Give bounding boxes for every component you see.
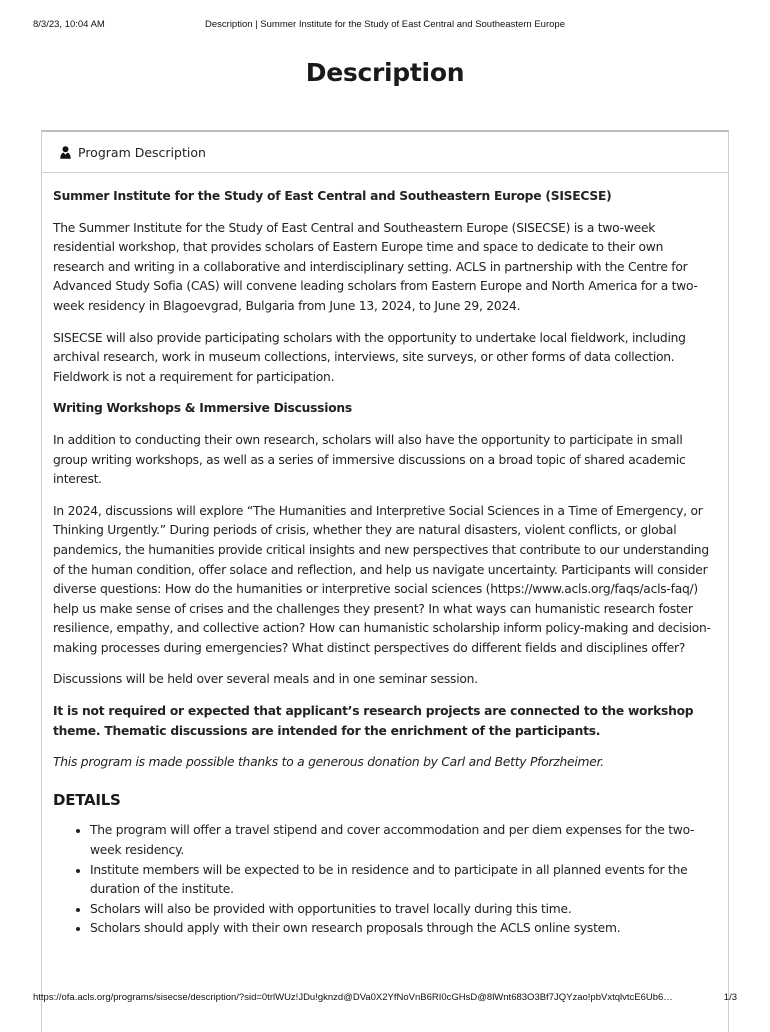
details-item: • The program will offer a travel stipend and cover accommodation and per diem expenses for the two-week residency. — [90, 821, 717, 860]
user-icon — [60, 146, 71, 159]
paragraph-overview: The Summer Institute for the Study of East Central and Southeastern Europe (SISECSE) is a two-week residential workshop, that provides scholars of Eastern Europe time and space to dedicate to their own research and writing in a collaborative and interdisciplinary setting. ACLS in partnership with the Centre for Advanced Study Sofia (CAS) will convene leading scholars from Eastern Europe and North America for a two-week residency in Blagoevgrad, Bulgaria from June 13, 2024, to June 29, 2024. — [53, 220, 698, 313]
page-title: Description — [305, 58, 465, 87]
print-datetime: 8/3/23, 10:04 AM — [33, 19, 105, 30]
paragraph-theme-note: It is not required or expected that applicant’s research projects are connected to the workshop theme. Thematic discussions are intended for the enrichment of the participants. — [53, 704, 694, 738]
paragraph-discussions: In 2024, discussions will explore “The Humanities and Interpretive Social Sciences in a Time of Emergency, or Thinking Urgently.” During periods of crisis, whether they are natural disasters, violent conflicts, or global pandemics, the humanities provide critical insights and new perspectives that contribute to our understanding of the human condition, offer solace and reflection, and help us navigate uncertainty. Participants will consider diverse questions: How do the humanities or interpretive social sciences (https://www.acls.org/faqs/acls-faq/) help us make sense of crises and the challenges they present? In what ways can humanistic research foster resilience, empathy, and collective action? How can humanistic scholarship inform policy-making and decision-making processes during emergencies? What distinct perspectives do different fields and disciplines offer? — [53, 503, 711, 655]
paragraph-donation: This program is made possible thanks to a generous donation by Carl and Betty Pforzheimer. — [53, 755, 604, 770]
paragraph-meals: Discussions will be held over several meals and in one seminar session. — [53, 672, 478, 687]
page-counter: 1/3 — [723, 992, 737, 1003]
intro-title: Summer Institute for the Study of East Central and Southeastern Europe (SISECSE) — [53, 189, 612, 203]
details-item: • Scholars will also be provided with opportunities to travel locally during this time. — [90, 900, 717, 920]
print-url: https://ofa.acls.org/programs/sisecse/description/?sid=0trlWUz!JDu!gknzd@DVa0X2YfNoVnB6RI0cGHsD@8lWnt683O3Bf7JQYzao!pbVxtqlvtcE6Ub6… — [33, 992, 673, 1003]
paragraph-workshops: In addition to conducting their own research, scholars will also have the opportunity to participate in small group writing workshops, as well as a series of immersive discussions on a broad topic of shared academic interest. — [53, 432, 686, 487]
panel-heading[interactable] — [42, 132, 728, 173]
details-heading: DETAILS — [53, 790, 121, 809]
details-item: • Scholars should apply with their own research proposals through the ACLS online system. — [90, 919, 717, 939]
details-item: • Institute members will be expected to be in residence and to participate in all planned events for the duration of the institute. — [90, 861, 717, 900]
workshops-title: Writing Workshops & Immersive Discussions — [53, 401, 352, 416]
panel-body — [42, 173, 728, 939]
paragraph-fieldwork: SISECSE will also provide participating scholars with the opportunity to undertake local fieldwork, including archival research, work in museum collections, interviews, site surveys, or other forms of data collection. Fieldwork is not a requirement for participation. — [53, 330, 686, 384]
details-list — [53, 821, 717, 939]
panel-heading-label: Program Description — [78, 144, 206, 160]
program-description-panel — [41, 130, 729, 1032]
print-doc-title: Description | Summer Institute for the Study of East Central and Southeastern Europe — [205, 19, 565, 30]
